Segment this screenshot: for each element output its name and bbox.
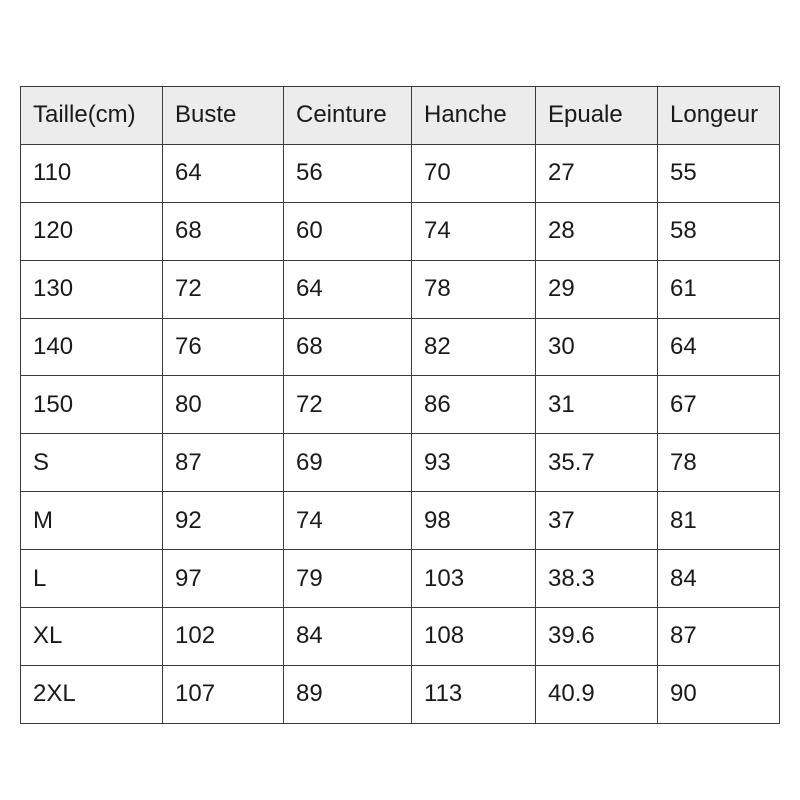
table-cell: 98	[412, 492, 536, 550]
table-cell: 150	[21, 376, 163, 434]
table-cell: 37	[536, 492, 658, 550]
table-cell: 74	[412, 202, 536, 260]
column-header: Ceinture	[284, 87, 412, 145]
table-cell: 64	[284, 260, 412, 318]
table-header	[21, 87, 780, 145]
table-cell: 140	[21, 318, 163, 376]
table-cell: 64	[163, 144, 284, 202]
table-cell: 31	[536, 376, 658, 434]
table-row	[21, 376, 780, 434]
table-cell: 68	[284, 318, 412, 376]
table-cell: 28	[536, 202, 658, 260]
table-cell: 86	[412, 376, 536, 434]
table-cell: 35.7	[536, 434, 658, 492]
table-cell: 56	[284, 144, 412, 202]
table-cell: 92	[163, 492, 284, 550]
column-header: Hanche	[412, 87, 536, 145]
table-cell: 2XL	[21, 665, 163, 723]
table-cell: 58	[658, 202, 780, 260]
table-cell: 67	[658, 376, 780, 434]
table-row	[21, 550, 780, 608]
table-cell: 89	[284, 665, 412, 723]
table-cell: 93	[412, 434, 536, 492]
table-cell: 38.3	[536, 550, 658, 608]
table-cell: S	[21, 434, 163, 492]
table-cell: 90	[658, 665, 780, 723]
table-cell: 102	[163, 608, 284, 666]
table-cell: 107	[163, 665, 284, 723]
table-cell: 72	[284, 376, 412, 434]
table-row	[21, 492, 780, 550]
table-row	[21, 260, 780, 318]
table-cell: 130	[21, 260, 163, 318]
table-cell: 113	[412, 665, 536, 723]
table-cell: 74	[284, 492, 412, 550]
table-cell: 81	[658, 492, 780, 550]
table-cell: 78	[412, 260, 536, 318]
table-cell: 60	[284, 202, 412, 260]
table-cell: 76	[163, 318, 284, 376]
table-cell: XL	[21, 608, 163, 666]
table-row	[21, 608, 780, 666]
table-cell: 72	[163, 260, 284, 318]
table-cell: 108	[412, 608, 536, 666]
table-row	[21, 144, 780, 202]
size-chart-table	[20, 86, 780, 724]
table-row	[21, 318, 780, 376]
table-cell: 87	[163, 434, 284, 492]
table-cell: 68	[163, 202, 284, 260]
table-cell: 40.9	[536, 665, 658, 723]
table-cell: 27	[536, 144, 658, 202]
table-cell: 120	[21, 202, 163, 260]
table-cell: M	[21, 492, 163, 550]
table-cell: 78	[658, 434, 780, 492]
table-body	[21, 144, 780, 723]
table-cell: 103	[412, 550, 536, 608]
table-cell: 87	[658, 608, 780, 666]
table-cell: 39.6	[536, 608, 658, 666]
table-cell: 84	[284, 608, 412, 666]
table-cell: 110	[21, 144, 163, 202]
header-row	[21, 87, 780, 145]
table-cell: 80	[163, 376, 284, 434]
table-row	[21, 202, 780, 260]
table-cell: 55	[658, 144, 780, 202]
table-cell: 29	[536, 260, 658, 318]
column-header: Taille(cm)	[21, 87, 163, 145]
column-header: Epuale	[536, 87, 658, 145]
table-row	[21, 434, 780, 492]
table-cell: 69	[284, 434, 412, 492]
table-cell: 79	[284, 550, 412, 608]
table-row	[21, 665, 780, 723]
table-cell: 82	[412, 318, 536, 376]
table-cell: 97	[163, 550, 284, 608]
column-header: Buste	[163, 87, 284, 145]
column-header: Longeur	[658, 87, 780, 145]
table-cell: 64	[658, 318, 780, 376]
table-cell: 61	[658, 260, 780, 318]
table-cell: 84	[658, 550, 780, 608]
table-cell: 70	[412, 144, 536, 202]
table-cell: L	[21, 550, 163, 608]
table-cell: 30	[536, 318, 658, 376]
